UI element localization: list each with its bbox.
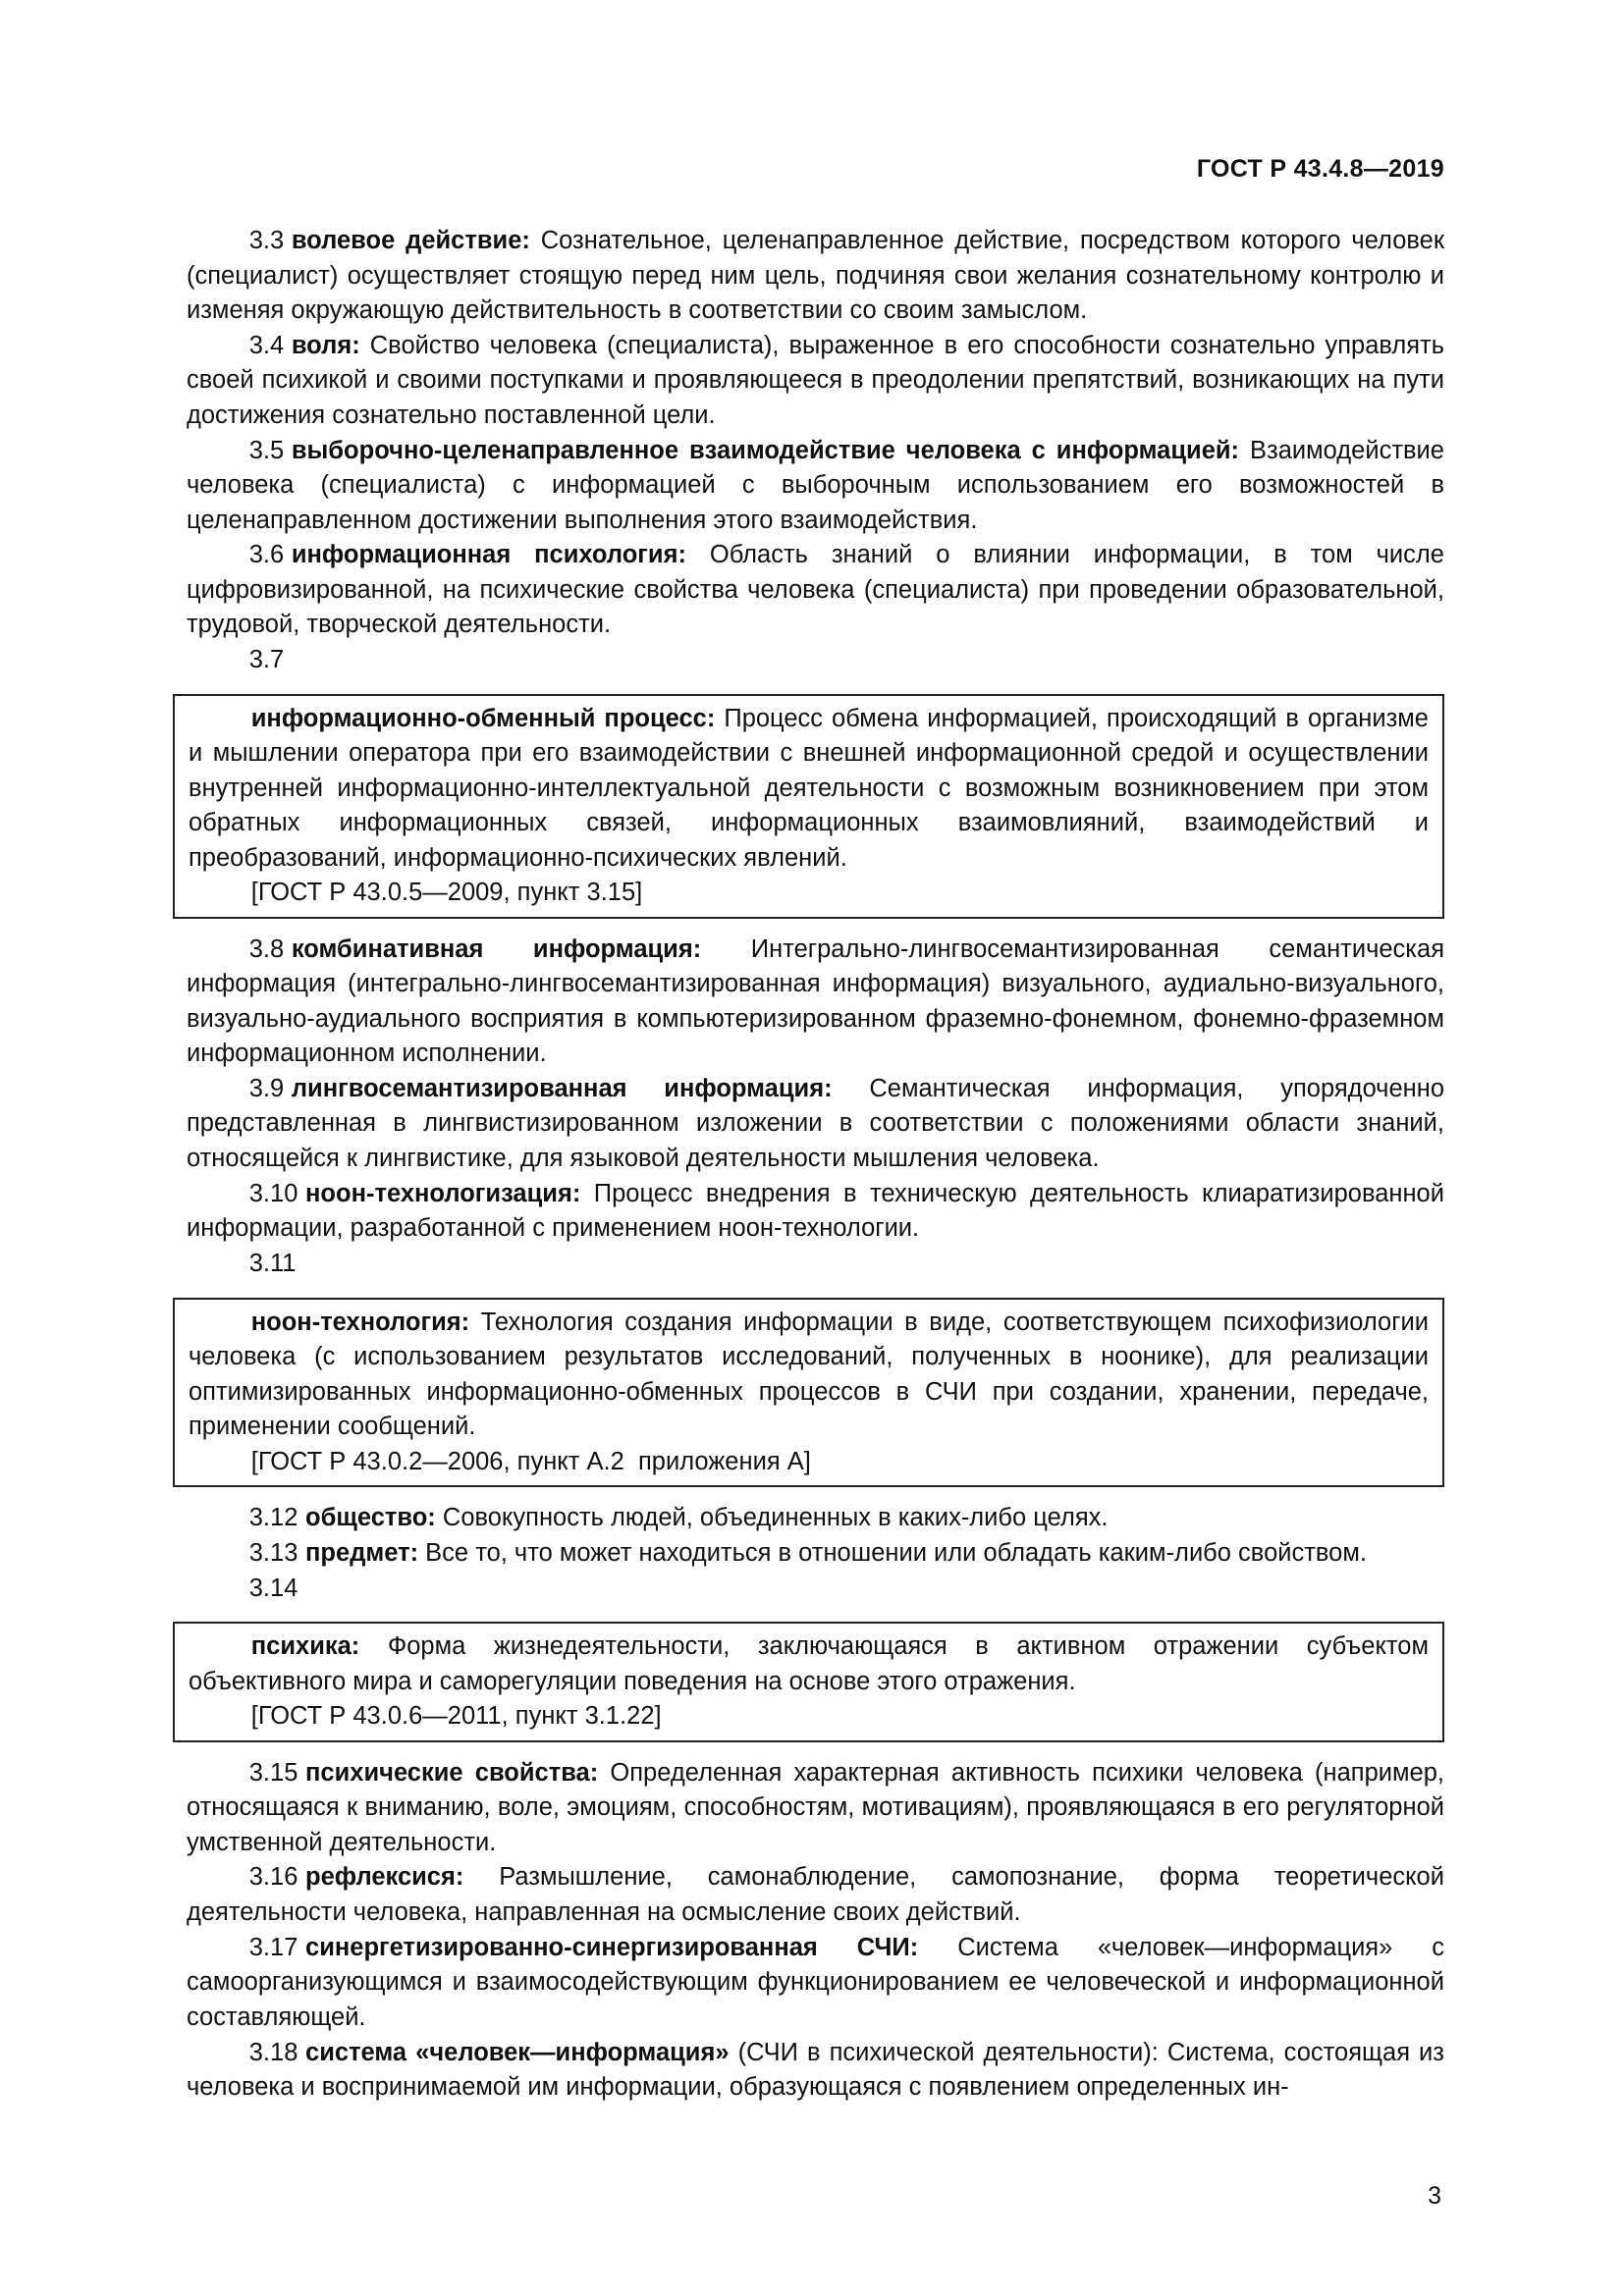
entry-definition: Процесс внедрения в техническую деятельность клиаратизированной информации, разработанной с применением ноон-технологии. xyxy=(187,1179,1444,1243)
entry-term: предмет: xyxy=(305,1538,419,1567)
entry-definition: Взаимодействие человека (специалиста) с информацией с выборочным использованием его возможностей в целенаправленном достижении выполнения этого взаимодействия. xyxy=(187,436,1444,534)
entry-definition: Форма жизнедеятельности, заключающаяся в активном отражении субъектом объективного мира и саморегуляции поведения на основе этого отражения. xyxy=(189,1632,1429,1695)
entry-definition: Сознательное, целенаправленное действие, посредством которого человек (специалист) осуществляет стоящую перед ним цель, подчиняя свои желания сознательному контролю и изменяя окружающую действительность в соответствии со своим замыслом. xyxy=(187,227,1444,324)
entry-term: психика: xyxy=(250,1632,360,1661)
entry-number-3-11: 3.11 xyxy=(248,1250,297,1278)
entry-number: 3.12 xyxy=(248,1504,298,1532)
entry-3-16 xyxy=(187,1860,1444,1930)
entry-term: ноон-технологизация: xyxy=(305,1179,581,1207)
entry-number: 3.10 xyxy=(248,1179,298,1207)
entry-number-3-7: 3.7 xyxy=(248,646,285,674)
entry-term: рефлексися: xyxy=(305,1863,464,1892)
boxed-entry-3-7 xyxy=(189,702,1429,877)
entry-3-3 xyxy=(187,224,1444,329)
entry-definition: Процесс обмена информацией, происходящий в организме и мышлении оператора при его взаимодействии с внешней информационной средой и осуществлении внутренней информационно-интеллектуальной деятельности с возможным возникновением при этом обратных информационных связей, информационных взаимовлияний, взаимодействий и преобразований, информационно-психических явлений. xyxy=(189,704,1429,872)
entry-definition: Определенная характерная активность психики человека (например, относящаяся к вниманию, воле, эмоциям, способностям, мотивациям), проявляющаяся в его регуляторной умственной деятельности. xyxy=(187,1758,1444,1856)
document-id-header: ГОСТ Р 43.4.8—2019 xyxy=(1196,155,1444,183)
source-reference: [ГОСТ Р 43.0.5—2009, пункт 3.15] xyxy=(250,879,643,907)
entry-3-12 xyxy=(187,1501,1444,1536)
entry-term: выборочно-целенаправленное взаимодействие человека с информацией: xyxy=(291,436,1240,464)
entry-number: 3.9 xyxy=(248,1074,285,1102)
entry-definition: Совокупность людей, объединенных в каких-либо целях. xyxy=(435,1504,1109,1532)
entry-number: 3.15 xyxy=(248,1758,298,1787)
boxed-entry-3-14 xyxy=(189,1629,1429,1699)
entry-definition: Система «человек—информация» с самоорганизующимся и взаимосодействующим функционированием ее человеческой и информационной составляющей. xyxy=(187,1933,1444,2031)
entry-term: комбинативная информация: xyxy=(291,934,702,963)
entry-term: информационно-обменный процесс: xyxy=(250,704,716,732)
document-body xyxy=(187,224,1444,2106)
entry-definition: Интегрально-лингвосемантизированная семантическая информация (интегрально-лингвосемантизированная информация) визуального, аудиально-визуального, визуально-аудиального восприятия в компьютеризированном фраземно-фонемном, фонемно-фраземном информационном исполнении. xyxy=(187,934,1445,1068)
entry-term: информационная психология: xyxy=(291,541,686,569)
entry-3-8 xyxy=(187,933,1444,1072)
entry-number: 3.13 xyxy=(248,1538,298,1567)
entry-number: 3.17 xyxy=(248,1933,298,1961)
entry-number: 3.8 xyxy=(248,934,285,963)
entry-definition: Размышление, самонаблюдение, самопознание, форма теоретической деятельности человека, направленная на осмысление своих действий. xyxy=(187,1863,1444,1926)
entry-3-4 xyxy=(187,329,1444,434)
entry-definition: Область знаний о влиянии информации, в том числе цифровизированной, на психические свойства человека (специалиста) при проведении образовательной, трудовой, творческой деятельности. xyxy=(187,541,1444,639)
entry-term: психические свойства: xyxy=(305,1758,599,1787)
entry-number-3-14: 3.14 xyxy=(248,1574,298,1602)
entry-term: ноон-технология: xyxy=(250,1308,470,1336)
entry-definition: Свойство человека (специалиста), выраженное в его способности сознательно управлять своей психикой и своими поступками и проявляющееся в преодолении препятствий, возникающих на пути достижения сознательно поставленной цели. xyxy=(187,331,1444,429)
entry-number: 3.16 xyxy=(248,1863,298,1892)
quoted-definition-box xyxy=(173,1298,1444,1488)
entry-number: 3.4 xyxy=(248,331,285,359)
boxed-entry-3-11 xyxy=(189,1306,1429,1445)
source-reference: [ГОСТ Р 43.0.6—2011, пункт 3.1.22] xyxy=(250,1702,662,1731)
entry-number: 3.6 xyxy=(248,541,285,569)
entry-term: волевое действие: xyxy=(291,227,530,254)
entry-term: общество: xyxy=(305,1504,436,1532)
page-number: 3 xyxy=(1428,2182,1441,2210)
entry-definition: (СЧИ в психической деятельности): Система, состоящая из человека и воспринимаемой им информации, образующаяся с появлением определенных ин- xyxy=(187,2038,1444,2102)
entry-3-18 xyxy=(187,2036,1444,2106)
entry-3-13 xyxy=(187,1536,1444,1572)
entry-3-15 xyxy=(187,1756,1444,1861)
entry-3-17 xyxy=(187,1931,1444,2036)
source-reference: [ГОСТ Р 43.0.2—2006, пункт А.2 приложения А] xyxy=(250,1447,811,1475)
quoted-definition-box xyxy=(173,1622,1444,1742)
entry-number: 3.5 xyxy=(248,436,285,464)
entry-number: 3.18 xyxy=(248,2038,298,2066)
entry-definition: Семантическая информация, упорядоченно представленная в лингвистизированном изложении в соответствии с положениями области знаний, относящейся к лингвистике, для языковой деятельности мышления человека. xyxy=(187,1074,1444,1172)
entry-definition: Все то, что может находиться в отношении или обладать каким-либо свойством. xyxy=(418,1538,1367,1567)
entry-3-9 xyxy=(187,1072,1444,1177)
entry-definition: Технология создания информации в виде, соответствующем психофизиологии человека (с использованием результатов исследований, полученных в ноонике), для реализации оптимизированных информационно-обменных процессов в СЧИ при создании, хранении, передаче, применении сообщений. xyxy=(189,1308,1429,1441)
entry-term: лингвосемантизированная информация: xyxy=(291,1074,833,1102)
quoted-definition-box xyxy=(173,694,1444,919)
entry-term: воля: xyxy=(291,331,360,359)
entry-3-6 xyxy=(187,538,1444,643)
entry-term: синергетизированно-синергизированная СЧИ: xyxy=(305,1933,919,1961)
entry-3-10 xyxy=(187,1177,1444,1247)
entry-term: система «человек—информация» xyxy=(305,2038,730,2066)
entry-number: 3.3 xyxy=(248,227,285,254)
entry-3-5 xyxy=(187,434,1444,539)
